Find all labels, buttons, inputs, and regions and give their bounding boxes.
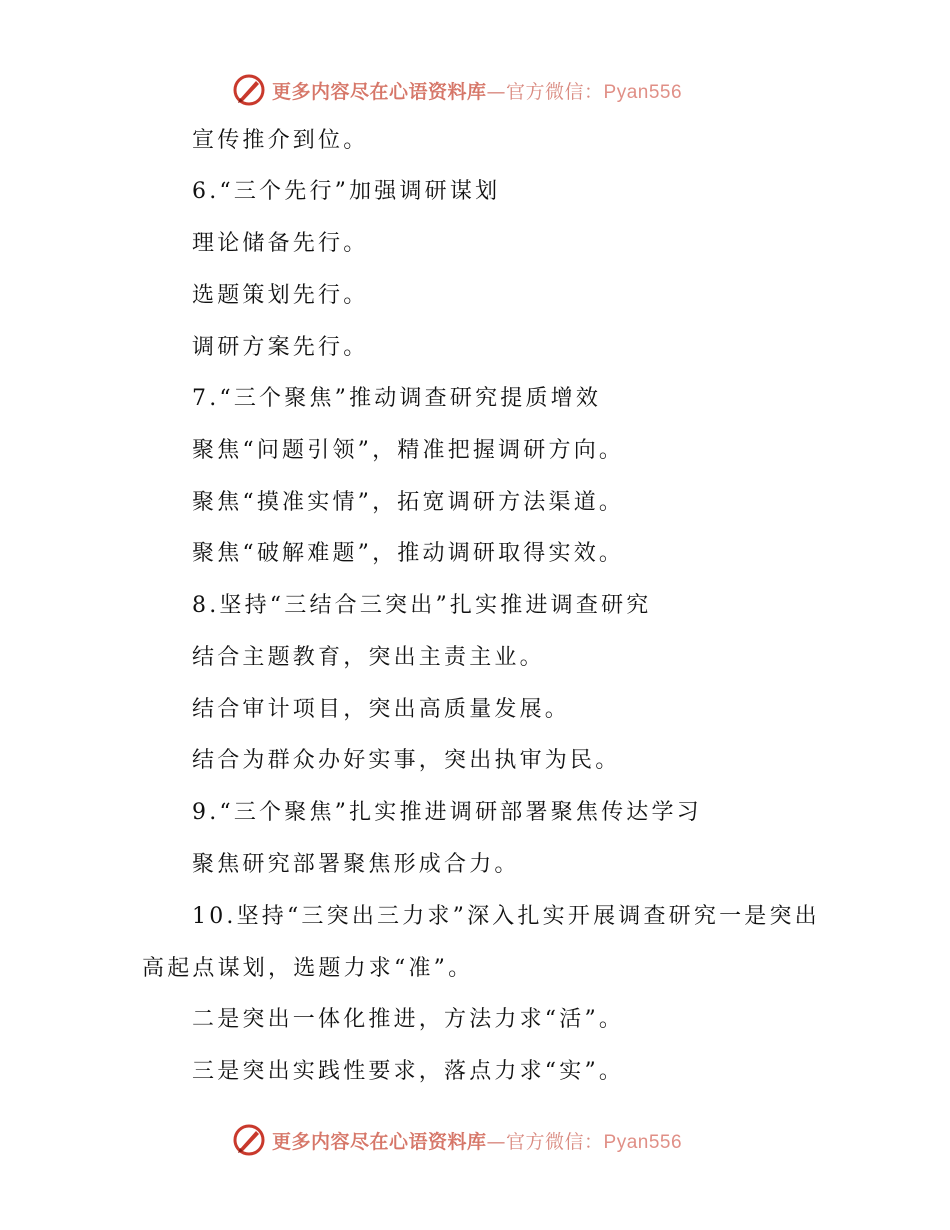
text-line: 宣传推介到位。 [192, 128, 369, 153]
heading-7: 7.“三个聚焦”推动调查研究提质增效 [192, 386, 602, 411]
heading-6: 6.“三个先行”加强调研谋划 [192, 179, 501, 204]
text-line: 三是突出实践性要求，落点力求“实”。 [192, 1059, 625, 1084]
watermark-text: 更多内容尽在心语资料库—官方微信：Pyan556 [272, 80, 683, 103]
heading-10-paragraph: 10.坚持“三突出三力求”深入扎实开展调查研究一是突出高起点谋划，选题力求“准”。 [142, 904, 820, 981]
text-line: 结合审计项目，突出高质量发展。 [192, 697, 571, 722]
text-line: 选题策划先行。 [192, 283, 369, 308]
watermark-banner-bottom [232, 1122, 682, 1158]
text-line: 聚焦“问题引领”，精准把握调研方向。 [192, 438, 625, 463]
text-line: 结合为群众办好实事，突出执审为民。 [192, 748, 621, 773]
heading-9: 9.“三个聚焦”扎实推进调研部署聚焦传达学习 [192, 800, 702, 825]
text-line: 聚焦“摸准实情”，拓宽调研方法渠道。 [192, 490, 625, 515]
watermark-text: 更多内容尽在心语资料库—官方微信：Pyan556 [272, 1130, 683, 1153]
quill-logo-icon [232, 1123, 266, 1157]
text-line: 调研方案先行。 [192, 335, 369, 360]
heading-8: 8.坚持“三结合三突出”扎实推进调查研究 [192, 593, 652, 618]
text-line: 结合主题教育，突出主责主业。 [192, 645, 545, 670]
text-line: 理论储备先行。 [192, 231, 369, 256]
text-line: 聚焦研究部署聚焦形成合力。 [192, 852, 520, 877]
text-line: 聚焦“破解难题”，推动调研取得实效。 [192, 541, 625, 566]
text-line: 二是突出一体化推进，方法力求“活”。 [192, 1007, 625, 1032]
